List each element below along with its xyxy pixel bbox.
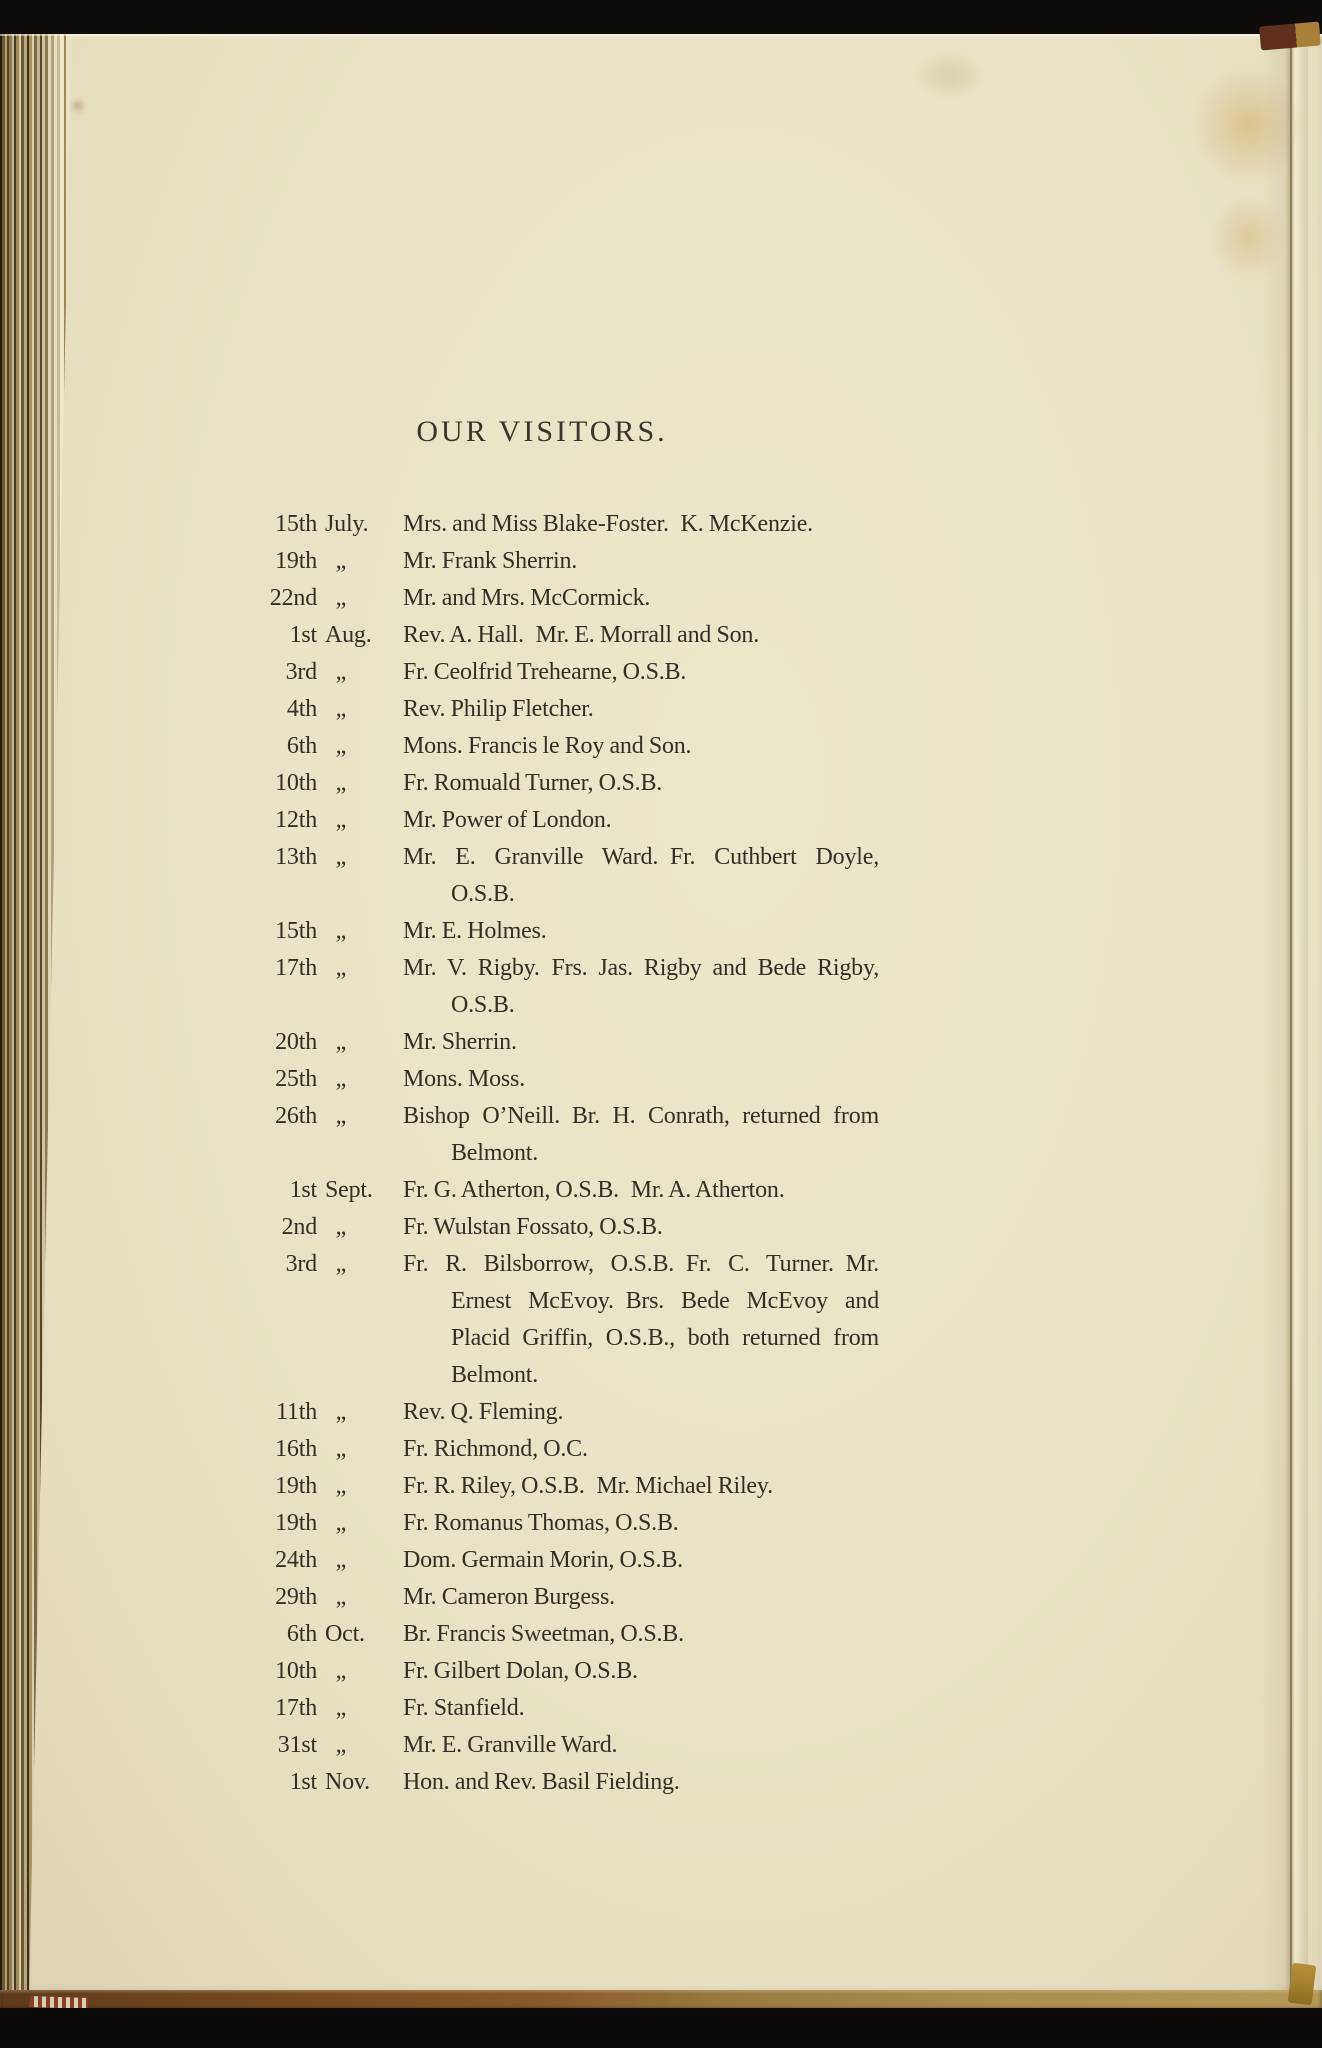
visit-date-month: „ [325, 659, 347, 685]
visitor-names: Mr. Sherrin. [403, 1029, 517, 1055]
gilt-edge-detail [1288, 1963, 1317, 2006]
visitor-row [205, 1098, 879, 1172]
visitor-row [205, 950, 879, 1024]
visitor-names: Mr. E. Granville Ward. Fr. Cuthbert Doyle, O.S.B. [403, 844, 879, 907]
visit-date-month: „ [325, 1732, 347, 1758]
visitor-names: Mons. Francis le Roy and Son. [403, 733, 692, 759]
visit-date-day: 4th [286, 696, 317, 722]
printed-content [205, 412, 879, 1801]
visitor-row [205, 1579, 879, 1616]
visitor-names: Br. Francis Sweetman, O.S.B. [403, 1621, 684, 1647]
visitor-names: Mr. V. Rigby. Frs. Jas. Rigby and Bede Rigby, O.S.B. [403, 955, 879, 1018]
visitor-names: Mr. and Mrs. McCormick. [403, 585, 651, 611]
visit-date-month: „ [325, 807, 347, 833]
black-top-edge [0, 0, 1322, 34]
visit-date-month: „ [325, 1029, 347, 1055]
visitor-row [205, 839, 879, 913]
visitor-row [205, 1172, 879, 1209]
visitor-names: Mr. E. Holmes. [403, 918, 547, 944]
visitor-names: Fr. Romanus Thomas, O.S.B. [403, 1510, 679, 1536]
visitor-row [205, 1468, 879, 1505]
visitor-row [205, 1394, 879, 1431]
visitor-names: Bishop O’Neill. Br. H. Conrath, returned from Belmont. [403, 1103, 879, 1166]
visit-date-day: 29th [275, 1584, 317, 1610]
page-gutter-shading [1262, 34, 1308, 1994]
visit-date-month: Oct. [325, 1621, 365, 1647]
visitor-row [205, 1505, 879, 1542]
visitor-row [205, 1061, 879, 1098]
visitor-row [205, 1431, 879, 1468]
visit-date-month: „ [325, 1214, 347, 1240]
visit-date-day: 3rd [285, 1251, 317, 1277]
visitor-names: Hon. and Rev. Basil Fielding. [403, 1769, 680, 1795]
visitor-names: Mons. Moss. [403, 1066, 525, 1092]
visitor-names: Mr. E. Granville Ward. [403, 1732, 618, 1758]
visit-date-month: „ [325, 918, 347, 944]
visit-date-month: „ [325, 955, 347, 981]
visitor-row [205, 1727, 879, 1764]
visitor-row [205, 1616, 879, 1653]
visitor-names: Fr. Romuald Turner, O.S.B. [403, 770, 663, 796]
visit-date-month: „ [325, 696, 347, 722]
visitor-row [205, 580, 879, 617]
visit-date-day: 15th [275, 511, 317, 537]
visitor-row [205, 802, 879, 839]
visit-date-day: 26th [275, 1103, 317, 1129]
visitor-row [205, 1764, 879, 1801]
visitor-row [205, 654, 879, 691]
visit-date-month: „ [325, 1658, 347, 1684]
visitor-row [205, 617, 879, 654]
paper-stain [915, 52, 985, 98]
visitor-row [205, 543, 879, 580]
visit-date-day: 1st [289, 1769, 317, 1795]
visit-date-month: Aug. [325, 622, 372, 648]
visit-date-month: „ [325, 1510, 347, 1536]
visit-date-day: 10th [275, 1658, 317, 1684]
visit-date-month: „ [325, 1584, 347, 1610]
visit-date-month: „ [325, 1066, 347, 1092]
visitor-names: Mrs. and Miss Blake-Foster. K. McKenzie. [403, 511, 813, 537]
visitor-names: Fr. Stanfield. [403, 1695, 525, 1721]
page-gutter-line [1290, 34, 1292, 1994]
visitor-row [205, 506, 879, 543]
visit-date-month: Nov. [325, 1769, 370, 1795]
visitor-names: Mr. Frank Sherrin. [403, 548, 578, 574]
visit-date-month: „ [325, 585, 347, 611]
visitor-names: Rev. A. Hall. Mr. E. Morrall and Son. [403, 622, 760, 648]
visitor-row [205, 1653, 879, 1690]
visit-date-day: 24th [275, 1547, 317, 1573]
visit-date-day: 22nd [269, 585, 317, 611]
visit-date-day: 6th [286, 733, 317, 759]
visit-date-day: 2nd [281, 1214, 317, 1240]
visit-date-month: „ [325, 1103, 347, 1129]
visit-date-month: „ [325, 1251, 347, 1277]
visit-date-day: 31st [277, 1732, 317, 1758]
visitor-row [205, 765, 879, 802]
visit-date-day: 17th [275, 1695, 317, 1721]
visit-date-day: 25th [275, 1066, 317, 1092]
visit-date-day: 10th [275, 770, 317, 796]
visitor-names: Fr. R. Bilsborrow, O.S.B. Fr. C. Turner. Mr. Ernest McEvoy. Brs. Bede McEvoy and Placid Griffin, O.S.B., both returned from Belmont. [403, 1251, 879, 1388]
visit-date-month: „ [325, 1473, 347, 1499]
visit-date-day: 3rd [285, 659, 317, 685]
black-bottom-edge [0, 2008, 1322, 2048]
visitor-row [205, 1209, 879, 1246]
visit-date-day: 13th [275, 844, 317, 870]
page-title: OUR VISITORS. [416, 415, 668, 448]
visit-date-month: „ [325, 1436, 347, 1462]
visit-date-day: 6th [286, 1621, 317, 1647]
visit-date-day: 12th [275, 807, 317, 833]
visit-date-month: „ [325, 770, 347, 796]
visit-date-month: „ [325, 1399, 347, 1425]
visitor-names: Dom. Germain Morin, O.S.B. [403, 1547, 683, 1573]
visit-date-day: 15th [275, 918, 317, 944]
visitor-names: Rev. Q. Fleming. [403, 1399, 564, 1425]
visit-date-day: 20th [275, 1029, 317, 1055]
visit-date-day: 19th [275, 548, 317, 574]
visit-date-day: 1st [289, 622, 317, 648]
visit-date-month: „ [325, 1695, 347, 1721]
paper-stain [70, 98, 86, 114]
visitor-names: Fr. R. Riley, O.S.B. Mr. Michael Riley. [403, 1473, 773, 1499]
visit-date-day: 11th [276, 1399, 317, 1425]
visit-date-day: 16th [275, 1436, 317, 1462]
visitor-names: Fr. Ceolfrid Trehearne, O.S.B. [403, 659, 687, 685]
visitor-names: Fr. Wulstan Fossato, O.S.B. [403, 1214, 663, 1240]
visitor-names: Fr. Richmond, O.C. [403, 1436, 588, 1462]
visitor-row [205, 728, 879, 765]
visitor-names: Mr. Cameron Burgess. [403, 1584, 615, 1610]
visit-date-month: Sept. [325, 1177, 373, 1203]
visit-date-day: 17th [275, 955, 317, 981]
visit-date-month: „ [325, 733, 347, 759]
visitor-row [205, 1024, 879, 1061]
visit-date-day: 1st [289, 1177, 317, 1203]
visit-date-month: „ [325, 1547, 347, 1573]
visitor-row [205, 1690, 879, 1727]
visitors-list [205, 506, 879, 1801]
visitor-names: Fr. G. Atherton, O.S.B. Mr. A. Atherton. [403, 1177, 785, 1203]
visitor-row [205, 691, 879, 728]
visitor-names: Rev. Philip Fletcher. [403, 696, 594, 722]
visit-date-month: July. [325, 511, 369, 537]
visitor-row [205, 1246, 879, 1394]
visit-date-day: 19th [275, 1510, 317, 1536]
visit-date-month: „ [325, 548, 347, 574]
visitor-row [205, 913, 879, 950]
visit-date-day: 19th [275, 1473, 317, 1499]
visitor-row [205, 1542, 879, 1579]
visitor-names: Fr. Gilbert Dolan, O.S.B. [403, 1658, 638, 1684]
visit-date-month: „ [325, 844, 347, 870]
visitor-names: Mr. Power of London. [403, 807, 612, 833]
